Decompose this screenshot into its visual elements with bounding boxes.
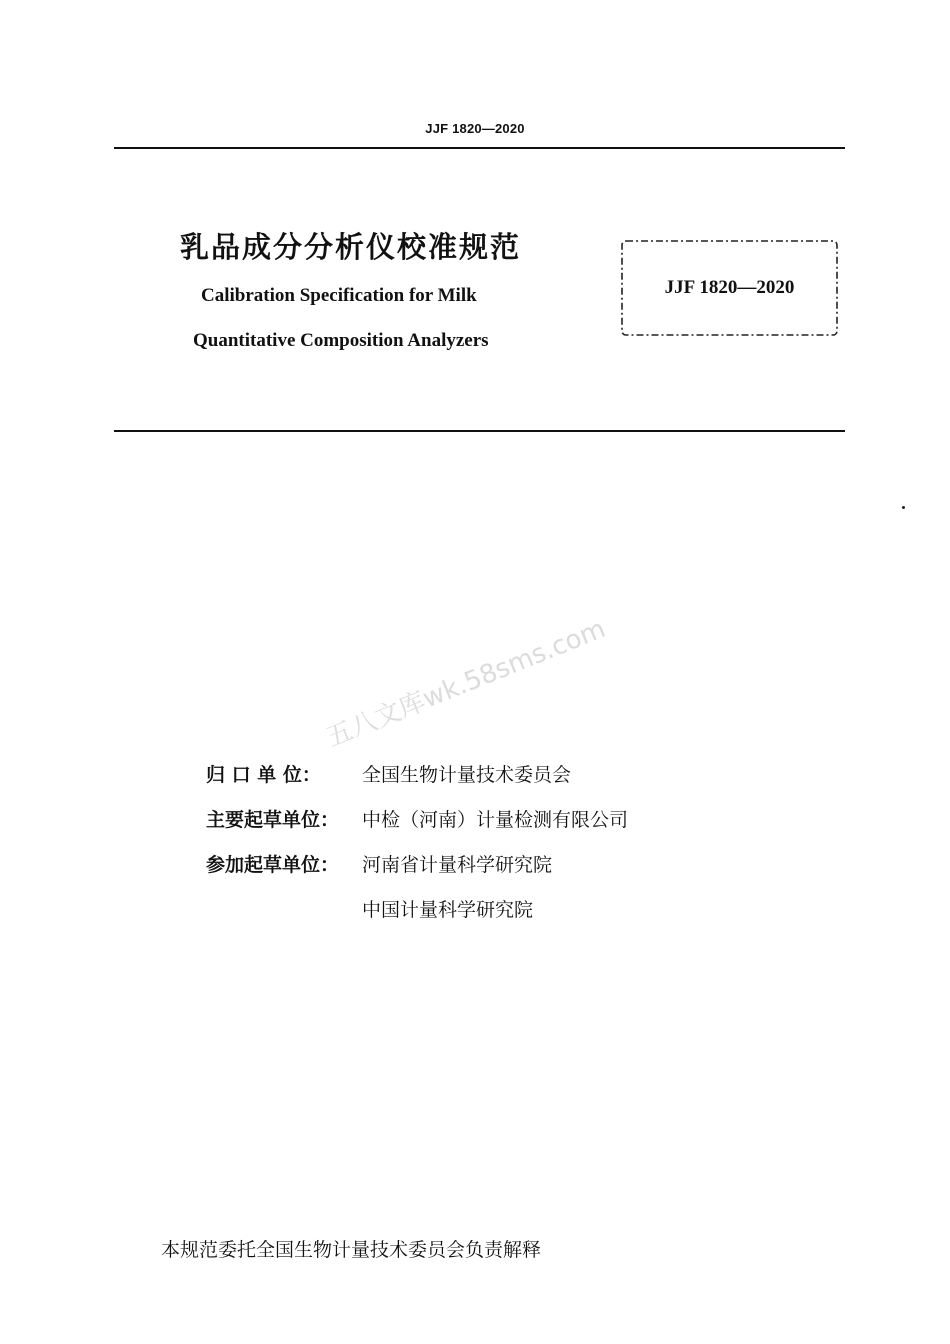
standard-code: JJF 1820—2020 [664,277,795,298]
title-english-line2: Quantitative Composition Analyzers [193,330,489,351]
title-english-line1: Calibration Specification for Milk [201,285,477,306]
participating-drafter-row-2 [206,895,533,922]
header-standard-code: JJF 1820—2020 [425,121,525,136]
watermark: 五八文库wk.58sms.com [322,613,610,754]
participating-drafter-value-1: 河南省计量科学研究院 [362,854,553,876]
main-drafter-label: 主要起草单位： [206,809,340,831]
bottom-rule [114,430,845,432]
stray-dot [902,506,905,509]
title-chinese: 乳品成分分析仪校准规范 [180,230,522,264]
footer-interpretation-note: 本规范委托全国生物计量技术委员会负责解释 [161,1239,542,1261]
main-drafter-row [206,805,628,832]
top-rule [114,147,845,149]
main-drafter-value: 中检（河南）计量检测有限公司 [362,809,629,831]
responsible-unit-value: 全国生物计量技术委员会 [362,764,572,786]
responsible-unit-label: 归 口 单 位： [206,764,321,786]
responsible-unit-row [206,760,571,787]
participating-drafter-row [206,850,552,877]
participating-drafter-value-2: 中国计量科学研究院 [362,899,534,921]
participating-drafter-label: 参加起草单位： [206,854,340,876]
standard-code-box [619,238,840,338]
